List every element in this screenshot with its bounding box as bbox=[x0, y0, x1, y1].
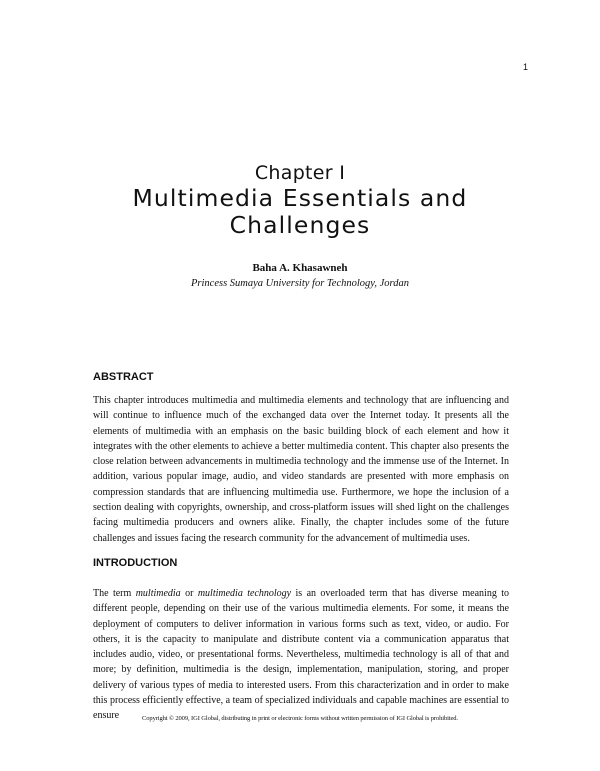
term-multimedia-technology: multimedia technology bbox=[197, 588, 292, 599]
abstract-text: This chapter introduces multimedia and multimedia elements and technology that are influencing and will continue to influence much of the exchanged data over the Internet today. It presents all the elements of multimedia with an emphasis on the basic building block of each element and how it integrates with the other elements to achieve a better multimedia content. This chapter also presents the close relation between advancements in multimedia technology and the immense use of the Internet. In addition, various popular image, audio, and video standards are presented with more emphasis on compression standards that are influencing multimedia use. Furthermore, we hope the inclusion of a section dealing with copyrights, ownership, and cross-platform issues will shed light on the challenges facing multimedia producers and owners alike. Finally, the chapter includes some of the future challenges and issues facing the research community for the advancement of multimedia uses. bbox=[93, 395, 509, 544]
chapter-label: Chapter I bbox=[254, 162, 346, 184]
author-affiliation: Princess Sumaya University for Technology, Jordan bbox=[191, 278, 409, 289]
term-multimedia: multimedia bbox=[135, 588, 181, 599]
abstract-heading: ABSTRACT bbox=[93, 371, 154, 383]
introduction-text bbox=[93, 586, 509, 724]
author-name: Baha A. Khasawneh bbox=[252, 262, 348, 274]
chapter-title: Multimedia Essentials and Challenges bbox=[132, 184, 468, 239]
page-number: 1 bbox=[522, 62, 528, 72]
introduction-connector: or bbox=[180, 588, 198, 599]
introduction-heading: INTRODUCTION bbox=[93, 557, 178, 569]
copyright-footer: Copyright © 2009, IGI Global, distributing in print or electronic forms without written permission of IGI Global is prohibited. bbox=[142, 715, 458, 722]
introduction-rest: is an overloaded term that has diverse meaning to different people, depending on their use of the various multimedia elements. For some, it means the deployment of computers to deliver information in various forms such as text, video, or audio. For others, it is the capacity to manipulate and distribute content via a communication apparatus that includes audio, video, or presentational forms. Nevertheless, multimedia technology is all of that and more; by definition, multimedia is the design, implementation, manipulation, storing, and proper delivery of various types of media to interested users. From this characterization and in order to make this process efficiently effective, a team of specialized individuals and capable machines are essential to ensure bbox=[93, 588, 509, 722]
introduction-prefix: The term bbox=[93, 588, 136, 599]
